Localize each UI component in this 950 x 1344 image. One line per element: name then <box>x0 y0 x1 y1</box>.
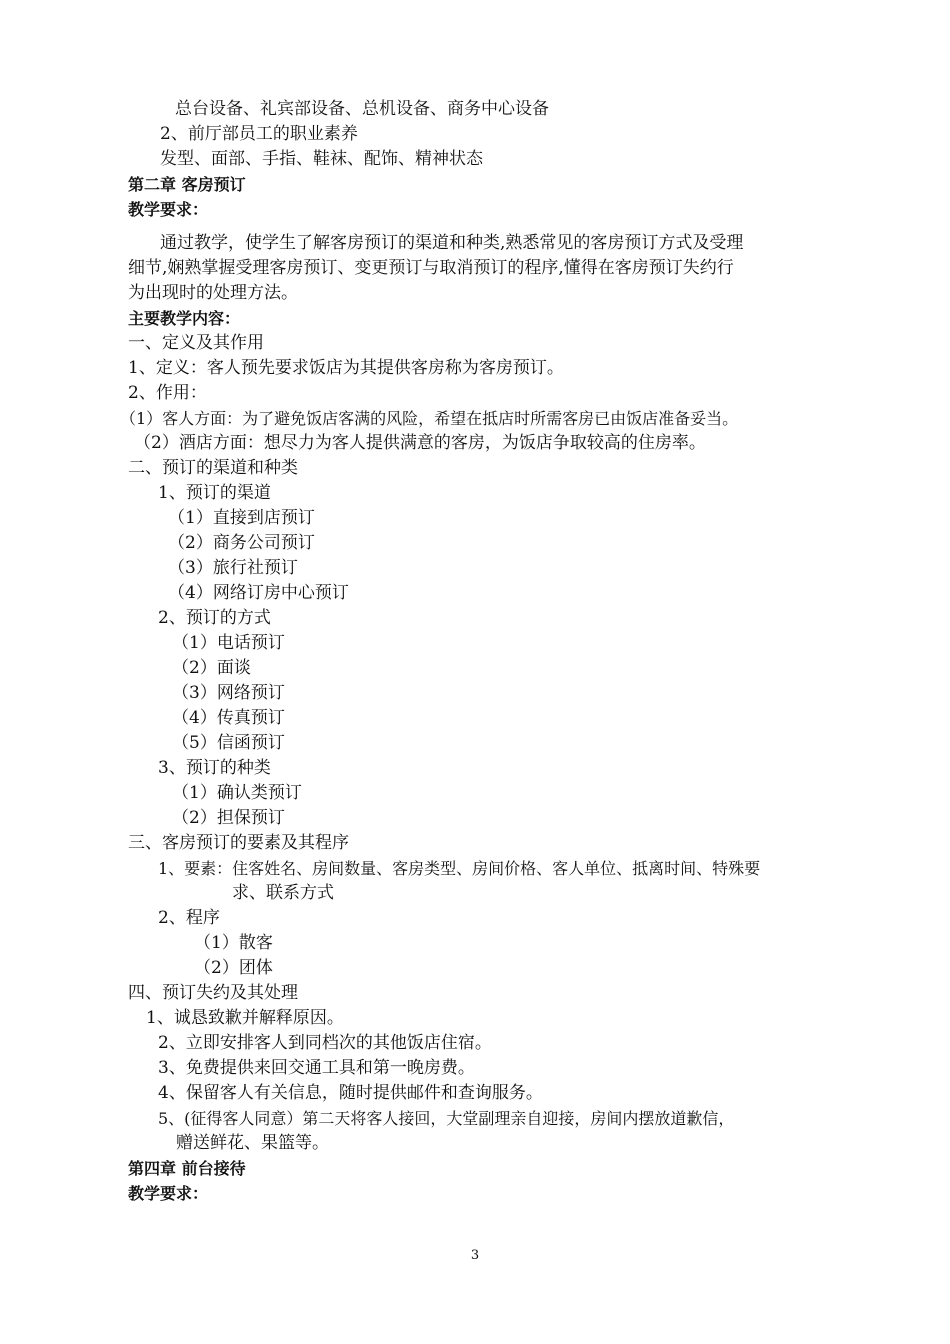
text-line: 二、预订的渠道和种类 <box>128 458 298 478</box>
paragraph-line: 为出现时的处理方法。 <box>128 283 298 303</box>
text-line: 2、前厅部员工的职业素养 <box>160 124 358 144</box>
text-line: 3、预订的种类 <box>158 758 271 778</box>
list-item: （2）团体 <box>194 958 273 978</box>
list-item: 3、免费提供来回交通工具和第一晚房费。 <box>158 1058 475 1078</box>
list-item: （3）网络预订 <box>172 683 285 703</box>
list-item: （4）传真预订 <box>172 708 285 728</box>
paragraph-line: 细节,娴熟掌握受理客房预订、变更预订与取消预订的程序,懂得在客房预订失约行 <box>128 258 734 278</box>
paragraph-line: 通过教学，使学生了解客房预订的渠道和种类,熟悉常见的客房预订方式及受理 <box>160 233 744 253</box>
text-line: 1、定义：客人预先要求饭店为其提供客房称为客房预订。 <box>128 358 564 378</box>
list-item: （2）担保预订 <box>172 808 285 828</box>
list-item: 4、保留客人有关信息，随时提供邮件和查询服务。 <box>158 1083 543 1103</box>
list-item: （2）面谈 <box>172 658 251 678</box>
page-number: 3 <box>470 1248 480 1263</box>
list-item: （1）直接到店预订 <box>168 508 315 528</box>
list-item: 2、立即安排客人到同档次的其他饭店住宿。 <box>158 1033 492 1053</box>
text-line: 2、作用： <box>128 383 207 403</box>
text-line: 三、客房预订的要素及其程序 <box>128 833 349 853</box>
text-line: 1、要素：住客姓名、房间数量、客房类型、房间价格、客人单位、抵离时间、特殊要 <box>158 859 761 878</box>
text-line: 2、程序 <box>158 908 220 928</box>
text-line: 求、联系方式 <box>232 883 334 903</box>
list-item: （1）电话预订 <box>172 633 285 653</box>
list-item: （2）商务公司预订 <box>168 533 315 553</box>
list-item: （1）散客 <box>194 933 273 953</box>
list-item: （5）信函预订 <box>172 733 285 753</box>
text-line: 1、预订的渠道 <box>158 483 271 503</box>
list-item: 1、诚恳致歉并解释原因。 <box>146 1008 344 1028</box>
list-item: 5、(征得客人同意）第二天将客人接回，大堂副理亲自迎接，房间内摆放道歉信， <box>158 1109 735 1128</box>
text-line: 总台设备、礼宾部设备、总机设备、商务中心设备 <box>175 99 549 119</box>
text-line: 四、预订失约及其处理 <box>128 983 298 1003</box>
section-heading: 主要教学内容： <box>128 309 241 328</box>
text-line: （2）酒店方面：想尽力为客人提供满意的客房，为饭店争取较高的住房率。 <box>134 433 706 453</box>
text-line: 2、预订的方式 <box>158 608 271 628</box>
chapter-heading: 第四章 前台接待 <box>128 1159 246 1178</box>
list-item: （1）确认类预订 <box>172 783 302 803</box>
text-line: （1）客人方面：为了避免饭店客满的风险，希望在抵店时所需客房已由饭店准备妥当。 <box>120 409 739 428</box>
text-line: 一、定义及其作用 <box>128 333 264 353</box>
list-item: 赠送鲜花、果篮等。 <box>176 1133 329 1153</box>
section-heading: 教学要求： <box>128 200 209 219</box>
section-heading: 教学要求： <box>128 1184 209 1203</box>
text-line: 发型、面部、手指、鞋袜、配饰、精神状态 <box>160 149 483 169</box>
chapter-heading: 第二章 客房预订 <box>128 175 246 194</box>
list-item: （4）网络订房中心预订 <box>168 583 349 603</box>
list-item: （3）旅行社预订 <box>168 558 298 578</box>
